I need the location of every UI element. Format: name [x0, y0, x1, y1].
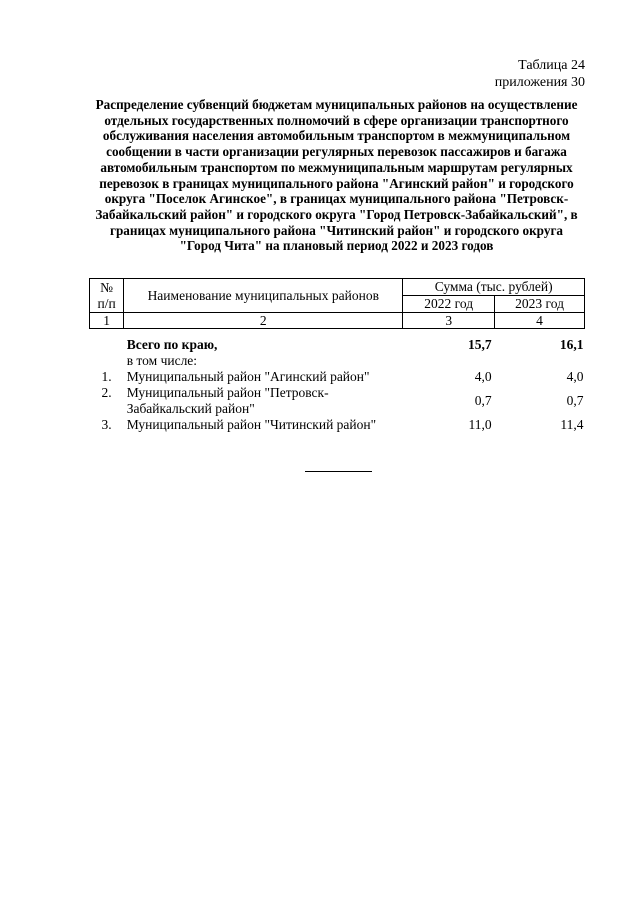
column-index: 4: [495, 313, 585, 329]
row-number: 3.: [101, 417, 112, 432]
header-number: № п/п: [90, 279, 124, 313]
end-divider: [305, 471, 372, 472]
including-row: [90, 353, 585, 369]
header-year-2023: 2023 год: [495, 296, 585, 313]
row-number: 1.: [101, 369, 112, 384]
total-label: Всего по краю,: [126, 337, 218, 352]
row-name: Муниципальный район "Петровск- Забайкальский район": [126, 385, 329, 416]
column-index-row: [90, 313, 585, 329]
document-title: Распределение субвенций бюджетам муниципальных районов на осуществление отдельных государственных полномочий в сфере организации транспортного обслуживания населения автомобильным транспортом в межмуниципальном сообщении в части организации регулярных перевозок пассажиров и багажа автомобильным транспортом по межмуниципальным маршрутам регулярных перевозок в границах муниципального района "Агинский район" и городского округа "Поселок Агинское", в границах муниципального района "Петровск-Забайкальский район" и городского округа "Город Петровск-Забайкальский", в границах муниципального района "Читинский район" и городского округа "Город Чита" на плановый период 2022 и 2023 годов: [95, 97, 578, 254]
including-label: в том числе:: [126, 353, 198, 368]
table-row: [90, 369, 585, 385]
table-row: [90, 385, 585, 417]
row-value-2023: 4,0: [566, 369, 584, 384]
appendix-number: приложения 30: [494, 75, 585, 90]
row-name: Муниципальный район "Читинский район": [126, 417, 377, 432]
total-2022: 15,7: [467, 337, 492, 352]
header-sum: Сумма (тыс. рублей): [403, 279, 585, 296]
header-year-2022: 2022 год: [403, 296, 495, 313]
subsidy-table: [89, 278, 585, 433]
row-value-2023: 0,7: [566, 393, 584, 408]
row-number: 2.: [101, 385, 112, 400]
table-number: Таблица 24: [518, 58, 585, 73]
row-value-2022: 0,7: [474, 393, 492, 408]
row-value-2022: 11,0: [468, 417, 492, 432]
row-value-2023: 11,4: [560, 417, 584, 432]
row-name: Муниципальный район "Агинский район": [126, 369, 370, 384]
table-reference: [495, 57, 585, 91]
total-2023: 16,1: [559, 337, 584, 352]
column-index: 1: [90, 313, 124, 329]
row-value-2022: 4,0: [474, 369, 492, 384]
header-name: Наименование муниципальных районов: [124, 279, 403, 313]
total-row: [90, 337, 585, 353]
table-header-row: [90, 279, 585, 296]
column-index: 2: [124, 313, 403, 329]
table-row: [90, 417, 585, 433]
column-index: 3: [403, 313, 495, 329]
